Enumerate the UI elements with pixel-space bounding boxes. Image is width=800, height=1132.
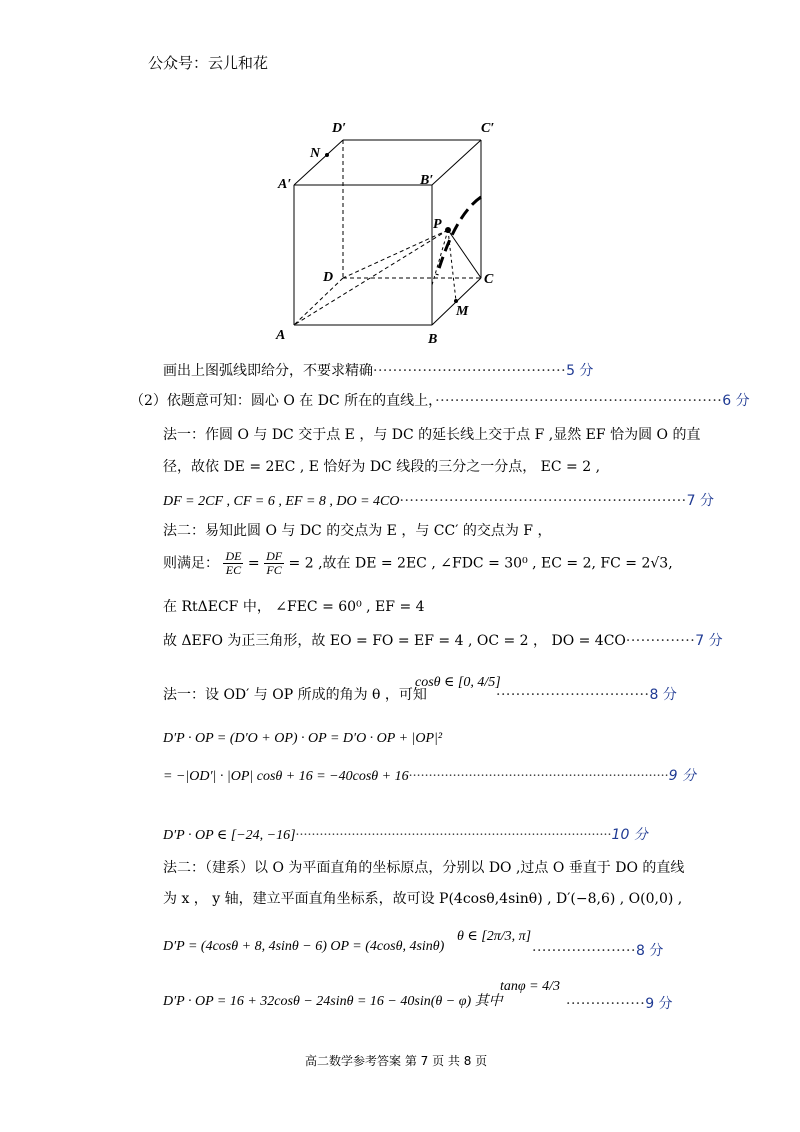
label-Dp: D′ [332,121,347,136]
label-C: C [484,272,494,287]
range-line: D′P · OP ∈ [−24, −16]···············································································10 分 [163,827,648,843]
method1-line3: DF = 2CF , CF = 6 , EF = 8 , DO = 4CO··························································7 分 [163,493,714,509]
page-footer: 高二数学参考答案 第 7 页 共 8 页 [305,1054,488,1068]
cube-figure [270,115,530,350]
method2-line: 法二：易知此圆 O 与 DC 的交点为 E ，与 CC′ 的交点为 F ， [163,523,552,539]
method1-line2: 径，故依 DE = 2EC , E 恰好为 DC 线段的三分之一分点， EC = 2 , [163,459,601,475]
method2-coord-line: 法二：（建系）以 O 为平面直角的坐标原点，分别以 DO ,过点 O 垂直于 DO 的直线 [163,860,685,876]
tan-phi: tanφ = 4/3 [500,979,560,994]
label-D: D [323,270,334,285]
part2-line: （2）依题意可知：圆心 O 在 DC 所在的直线上，··························································6 分 [130,393,750,409]
header-text: 公众号：云儿和花 [148,54,269,72]
label-B: B [428,332,438,347]
score-line17: ················9 分 [566,996,673,1012]
dot-product-line: D′P · OP = (D′O + OP) · OP = D′O · OP + |OP|² [163,731,443,746]
vector-line: D′P = (4cosθ + 8, 4sinθ − 6) OP = (4cosθ, 4sinθ) [163,939,445,954]
note-line: 画出上图弧线即给分，不要求精确·······································5 分 [163,363,594,379]
score-line16: ·····················8 分 [532,943,664,959]
label-Bp: B′ [420,173,434,188]
arc-path [437,197,481,275]
method2-line3: 在 RtΔECF 中， ∠FEC = 60⁰ , EF = 4 [163,599,425,615]
theta-range: θ ∈ [2π/3, π] [457,929,532,944]
dot-product-line2: = −|OD′| · |OP| cosθ + 16 = −40cosθ + 16·································································9 分 [163,768,696,784]
label-Ap: A′ [278,177,292,192]
label-P: P [433,217,442,232]
method2-line2: 则满足： $\frac{DE}{EC}$ = $\frac{DF}{FC}$ = 2 ,故在 DE = 2EC , ∠FDC = 30⁰ , EC = 2, FC = 2√3, [163,549,673,577]
score-line10: ·······························8 分 [496,687,677,703]
cos-range: cosθ ∈ [0, 4/5] [415,675,501,690]
label-N: N [310,146,321,161]
label-M: M [456,304,469,319]
method2-coord-line2: 为 x ， y 轴，建立平面直角坐标系，故可设 P(4cosθ,4sinθ) , D′(−8,6) , O(0,0) , [163,891,683,907]
final-line: D′P · OP = 16 + 32cosθ − 24sinθ = 16 − 40sin(θ − φ) 其中 [163,994,503,1009]
label-Cp: C′ [481,121,495,136]
method2-line4: 故 ΔEFO 为正三角形，故 EO = FO = EF = 4 , OC = 2 ， DO = 4CO··············7 分 [163,633,723,649]
label-A: A [276,328,286,343]
part3-method1-line: 法一：设 OD′ 与 OP 所成的角为 θ ，可知 [163,687,427,703]
method1-line: 法一：作圆 O 与 DC 交于点 E ，与 DC 的延长线上交于点 F ,显然 EF 恰为圆 O 的直 [163,427,701,443]
